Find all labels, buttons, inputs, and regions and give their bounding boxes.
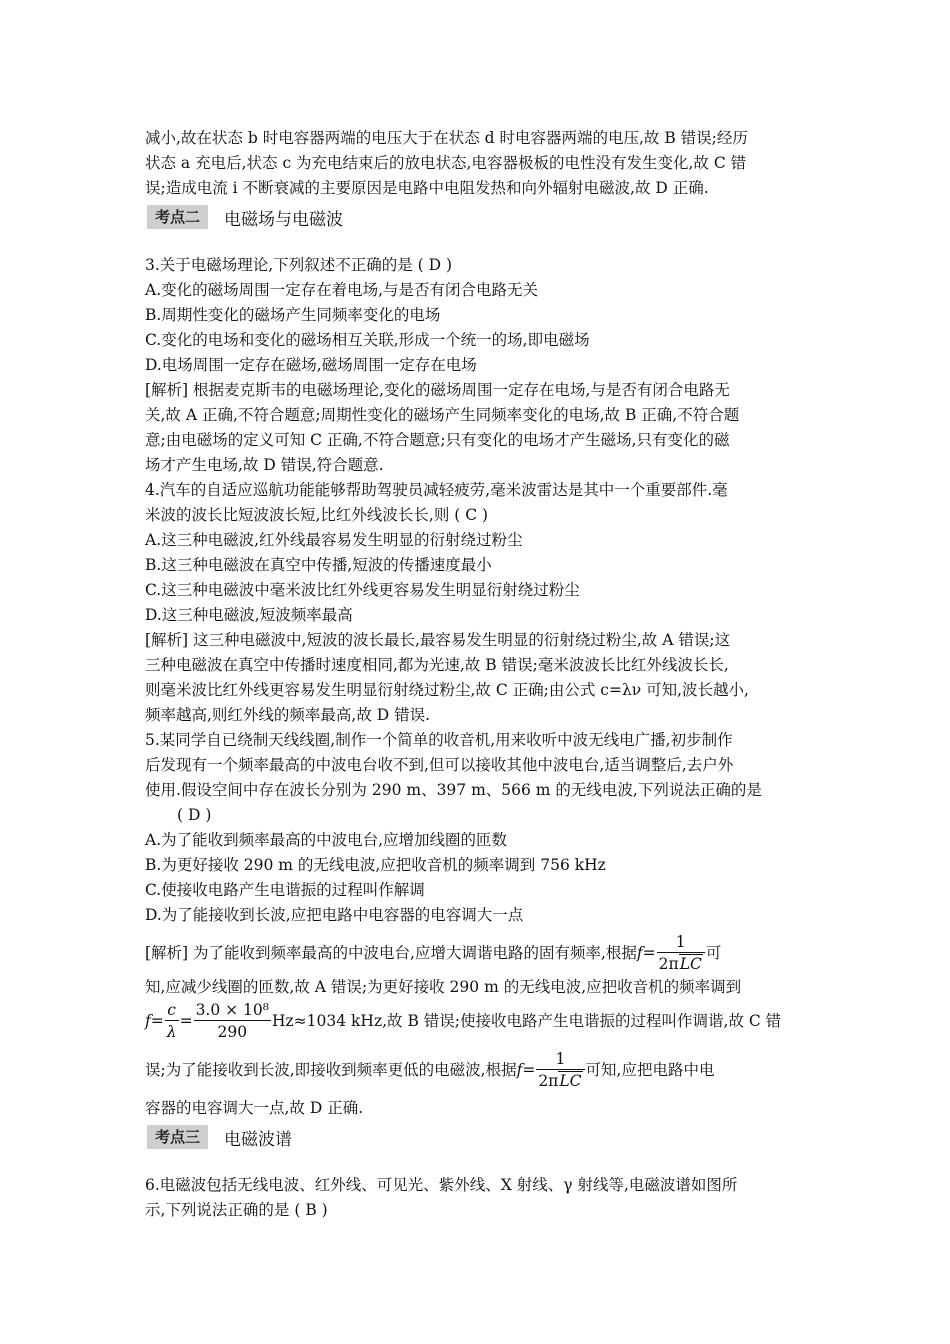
option-a: A.为了能收到频率最高的中波电台,应增加线圈的匝数 [145,831,508,849]
analysis-line: 知,应减少线圈的匝数,故 A 错误;为更好接收 290 m 的无线电波,应把收音机的频率调到 [145,978,742,996]
section-title: 电磁波谱 [224,1129,293,1150]
section-title: 电磁场与电磁波 [224,209,344,230]
analysis-formula-line [145,1000,805,1043]
option-b: B.这三种电磁波在真空中传播,短波的传播速度最小 [145,556,492,574]
analysis-line: 频率越高,则红外线的频率最高,故 D 错误. [145,706,431,724]
fraction-numerator: 3.0 × 10⁸ [195,1001,269,1019]
option-d: D.这三种电磁波,短波频率最高 [145,606,353,624]
option-c: C.使接收电路产生电谐振的过程叫作解调 [145,881,425,899]
fraction [657,932,705,975]
intro-line: 状态 a 充电后,状态 c 为充电结束后的放电状态,电容器极板的电性没有发生变化,故 C 错 [145,154,747,172]
intro-line: 误;造成电流 i 不断衰减的主要原因是电路中电阻发热和向外辐射电磁波,故 D 正确. [145,179,709,197]
analysis-text: 可 [705,944,722,962]
option-d: D.为了能接收到长波,应把电路中电容器的电容调大一点 [145,906,524,924]
document-page [145,126,805,1223]
question-4-stem: 4.汽车的自适应巡航功能能够帮助驾驶员减轻疲劳,毫米波雷达是其中一个重要部件.毫 [145,481,728,499]
fraction-denominator [657,953,705,975]
equals-sign: = [179,1012,193,1030]
analysis-line: 则毫米波比红外线更容易发生明显衍射绕过粉尘,故 C 正确;由公式 c=λν 可知,波长越小, [145,681,749,699]
option-c: C.这三种电磁波中毫米波比红外线更容易发生明显衍射绕过粉尘 [145,581,580,599]
question-4-stem: 米波的波长比短波波长短,比红外线波长长,则 ( C ) [145,506,489,524]
fraction-denominator [536,1070,584,1092]
option-d: D.电场周围一定存在磁场,磁场周围一定存在电场 [145,356,477,374]
fraction-denominator: λ [166,1023,177,1041]
option-b: B.周期性变化的磁场产生同频率变化的电场 [145,306,441,324]
fraction-numerator: 1 [657,932,705,953]
intro-line: 减小,故在状态 b 时电容器两端的电压大于在状态 d 时电容器两端的电压,故 B 错误;经历 [145,129,748,147]
two-pi: 2π [538,1072,559,1090]
question-5-stem: 后发现有一个频率最高的中波电台收不到,但可以接收其他中波电台,适当调整后,去户外 [145,756,734,774]
question-5-stem: 5.某同学自已绕制天线线圈,制作一个简单的收音机,用来收听中波无线电广播,初步制作 [145,731,733,749]
formula-f: f= [145,1012,164,1030]
fraction-denominator: 290 [217,1023,248,1041]
section-header-3 [145,1123,805,1151]
analysis-text: Hz≈1034 kHz,故 B 错误;使接收电路产生电谐振的过程叫作调谐,故 C 错 [272,1012,782,1030]
option-c: C.变化的电场和变化的磁场相互关联,形成一个统一的场,即电磁场 [145,331,590,349]
formula-f: f= [636,944,656,962]
section-header-2 [145,203,805,231]
analysis-line: 场才产生电场,故 D 错误,符合题意. [145,456,384,474]
radical-lc: LC [559,1072,582,1090]
fraction [165,1000,179,1043]
section-badge: 考点二 [147,205,208,229]
analysis-line: [解析] 这三种电磁波中,短波的波长最长,最容易发生明显的衍射绕过粉尘,故 A 错误;这 [145,631,731,649]
fraction-numerator: 1 [536,1049,584,1070]
section-badge: 考点三 [147,1125,208,1149]
question-5-stem: 使用.假设空间中存在波长分别为 290 m、397 m、566 m 的无线电波,下列说法正确的是 [145,781,762,799]
analysis-text: 可知,应把电路中电 [585,1061,715,1079]
analysis-formula-line [145,1049,805,1092]
question-5-answer: ( D ) [177,806,212,824]
question-6-stem: 示,下列说法正确的是 ( B ) [145,1201,328,1219]
question-6-stem: 6.电磁波包括无线电波、红外线、可见光、紫外线、X 射线、γ 射线等,电磁波谱如图所 [145,1176,738,1194]
analysis-line: 三种电磁波在真空中传播时速度相同,都为光速,故 B 错误;毫米波波长比红外线波长长, [145,656,729,674]
fraction-numerator: c [165,1000,179,1021]
analysis-line: 关,故 A 正确,不符合题意;周期性变化的磁场产生同频率变化的电场,故 B 正确,不符合题 [145,406,740,424]
analysis-line: 意;由电磁场的定义可知 C 正确,不符合题意;只有变化的电场才产生磁场,只有变化的磁 [145,431,730,449]
two-pi: 2π [658,955,679,973]
fraction [536,1049,584,1092]
formula-f: f= [516,1061,536,1079]
option-a: A.变化的磁场周围一定存在着电场,与是否有闭合电路无关 [145,281,539,299]
question-3-stem: 3.关于电磁场理论,下列叙述不正确的是 ( D ) [145,256,453,274]
option-b: B.为更好接收 290 m 的无线电波,应把收音机的频率调到 756 kHz [145,856,606,874]
analysis-line: [解析] 根据麦克斯韦的电磁场理论,变化的磁场周围一定存在电场,与是否有闭合电路无 [145,381,730,399]
analysis-formula-line [145,932,805,975]
analysis-line: 容器的电容调大一点,故 D 正确. [145,1099,364,1117]
option-a: A.这三种电磁波,红外线最容易发生明显的衍射绕过粉尘 [145,531,523,549]
fraction [194,1000,271,1043]
analysis-text: [解析] 为了能收到频率最高的中波电台,应增大调谐电路的固有频率,根据 [145,944,637,962]
analysis-text: 误;为了能接收到长波,即接收到频率更低的电磁波,根据 [145,1061,517,1079]
radical-lc: LC [679,955,702,973]
